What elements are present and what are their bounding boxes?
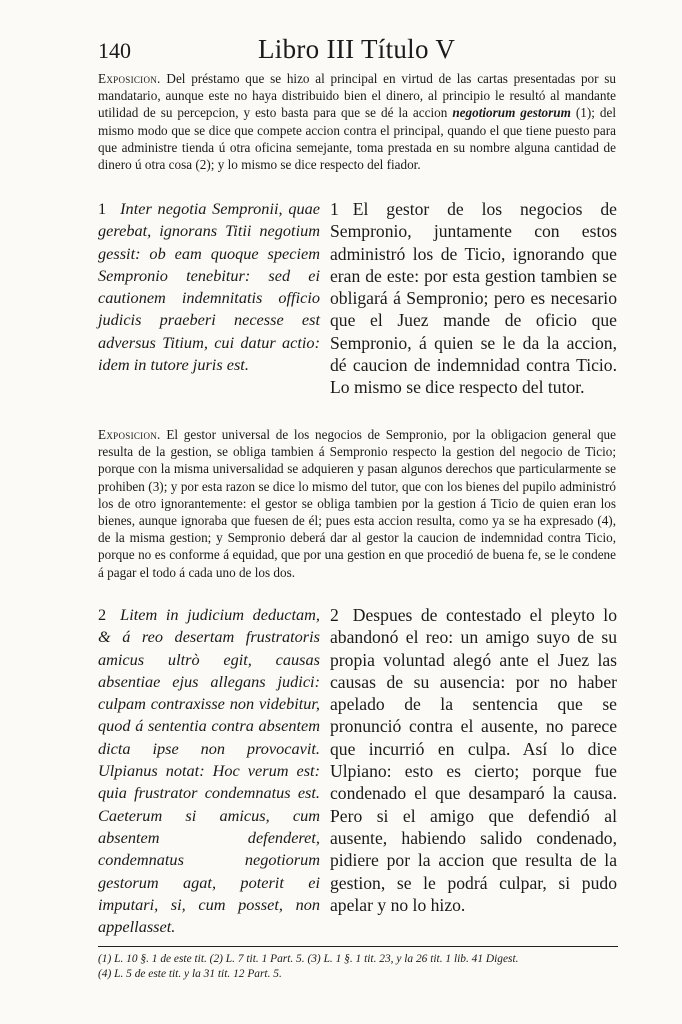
exposicion-italic-term: negotiorum gestorum <box>452 105 571 121</box>
exposicion-label: Exposicion. <box>98 71 161 86</box>
spanish-text: Despues de contestado el pleyto lo abandonó el reo: un amigo suyo de su propia voluntad alegó ante el Juez las causas de su ausencia: por no haber apelado de la sentencia que se pronunció contra el ausente, no parece que incurrió en culpa. Así lo dice Ulpiano: esto es cierto; porque fue condenado el que desamparó la causa. Pero si el amigo que defendió al ausente, habiendo salido condenado, pidiere por la accion que resulta de la gestion, se le podrá culpar, si pudo apelar y no lo hizo. <box>330 605 617 915</box>
spanish-text: El gestor de los negocios de Sempronio, juntamente con estos administró los de Ticio, ignorando que eran de este: por esta gestion tambien se obligará á Sempronio; pero es necesario que el Juez mande de oficio que Sempronio, á quien se le da la accion, dé caucion de indemnidad contra Ticio. Lo mismo se dice respecto del tutor. <box>330 199 617 398</box>
latin-paragraph-2 <box>98 604 320 938</box>
section-number: 1 <box>330 199 339 219</box>
page-number: 140 <box>98 38 131 63</box>
exposicion-text: El gestor universal de los negocios de Sempronio, por la obligacion general que resulta de la gestion, se obliga tambien á Sempronio respecto la gestion del negocio de Ticio; porque con la misma universalidad se adquieren y pasan algunos derechos que particularmente se prohiben (3); y por esta razon se dice lo mismo del tutor, que con los bienes del pupilo administró los de otro ignorantemente: el gestor se obliga tambien por la gestion á Ticio de quien eran los bienes, aunque ignoraba que fuesen de él; pues esta accion resulta, como ya se ha expresado (4), de la misma gestion; y Sempronio deberá dar al gestor la caucion de indemnidad contra Ticio, porque no es conforme á equidad, que por una gestion en que procedió de buena fe, se le condene á pagar el todo á cada uno de los dos. <box>98 427 616 580</box>
footnote-rule <box>98 946 618 947</box>
exposicion-text: (1); del mismo modo que se dice que compete accion contra el principal, quando el que tiene puesto para que administre tienda ú otra oficina semejante, toma prestada en su nombre alguna cantidad de dinero ú otra cosa (2); y lo mismo se dice respecto del fiador. <box>98 105 616 173</box>
exposicion-text: Del préstamo que se hizo al principal en virtud de las cartas presentadas por su mandatario, aunque este no haya distribuido bien el dinero, al principio le resultó al mandante utilidad de su percepcion, y esto basta para que se dé la accion <box>98 71 616 121</box>
spanish-paragraph-1 <box>330 198 617 399</box>
exposicion-paragraph-2 <box>98 426 616 581</box>
section-number: 2 <box>98 605 107 624</box>
latin-text: Litem in judicium deductam, & á reo desertam frustratoris amicus ultrò egit, causas absentiae ejus allegans judici: culpam contraxisse non videbitur, quod á sententia contra absentem dicta ipse non provocavit. Ulpianus notat: Hoc verum est: quia frustrator condemnatus est. Caeterum si amicus, cum absentem defenderet, condemnatus negotiorum gestorum agat, poterit ei imputari, si, cum posset, non appellasset. <box>98 605 320 937</box>
section-number: 2 <box>330 605 339 625</box>
exposicion-label: Exposicion. <box>98 427 161 442</box>
footnote-line-1: (1) L. 10 §. 1 de este tit. (2) L. 7 tit. 1 Part. 5. (3) L. 1 §. 1 tit. 23, y la 26 tit. 1 lib. 41 Digest. <box>98 953 519 965</box>
footnote-line-2: (4) L. 5 de este tit. y la 31 tit. 12 Part. 5. <box>98 968 282 980</box>
section-number: 1 <box>98 199 107 218</box>
exposicion-paragraph-1 <box>98 70 616 173</box>
latin-paragraph-1 <box>98 198 320 376</box>
spanish-paragraph-2 <box>330 604 617 916</box>
latin-text: Inter negotia Sempronii, quae gerebat, ignorans Titii negotium gessit: ob eam quoque speciem Sempronio tenebitur: sed ei cautionem indemnitatis officio judicis praeberi necesse est adversus Titium, cui datur actio: idem in tutore juris est. <box>98 199 320 375</box>
page-header <box>98 34 618 74</box>
running-title: Libro III Título V <box>258 34 456 64</box>
